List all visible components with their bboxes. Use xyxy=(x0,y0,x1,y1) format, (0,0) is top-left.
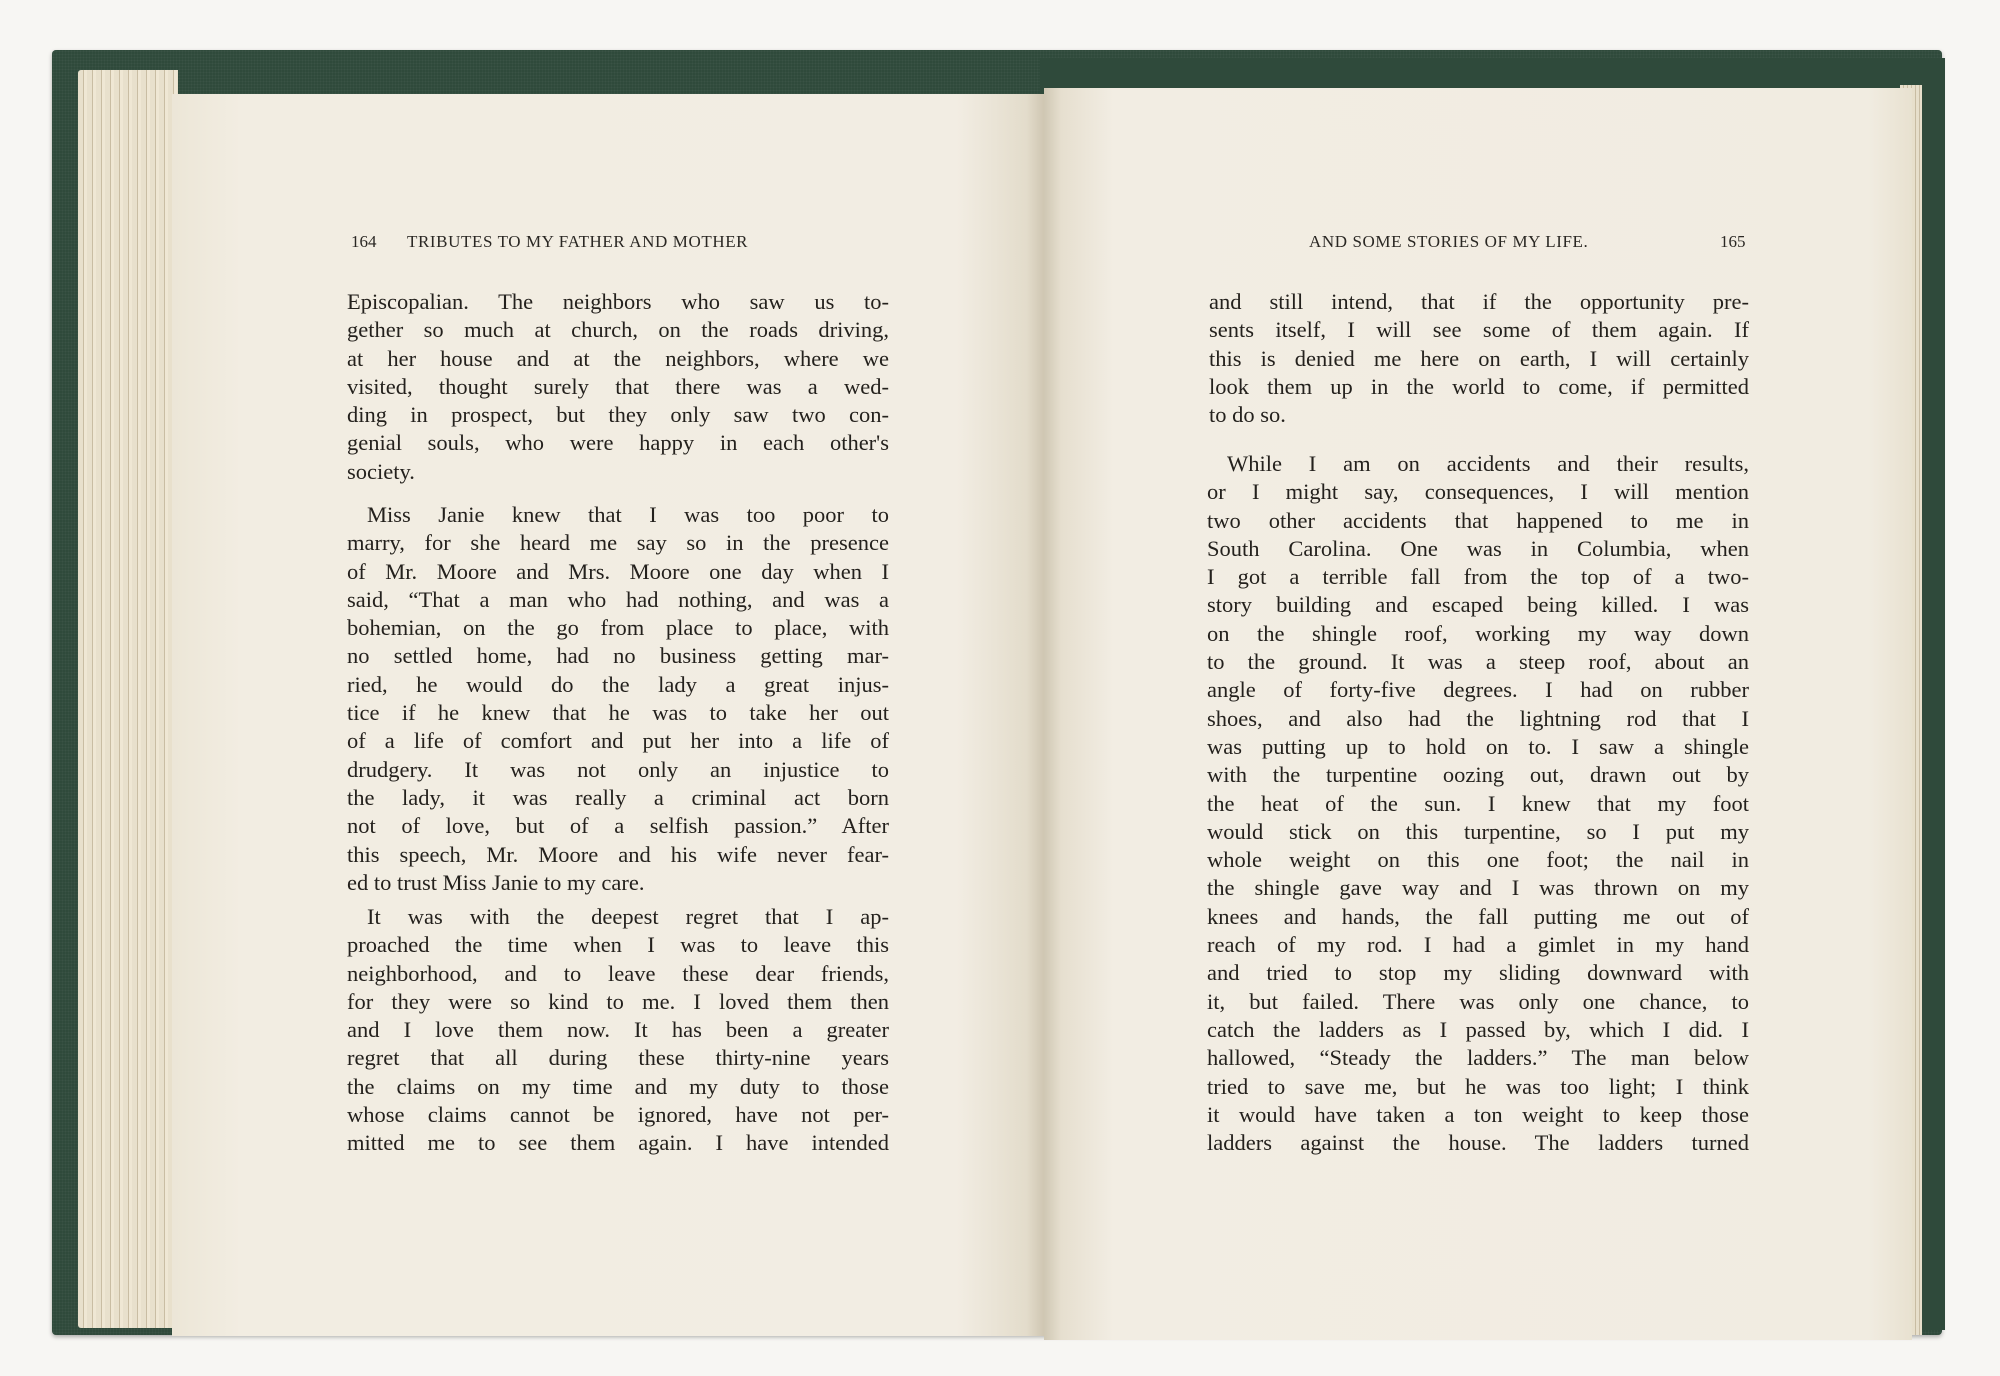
text-line: story building and escaped being killed. I was xyxy=(1207,592,1749,618)
text-line: the shingle gave way and I was thrown on my xyxy=(1207,875,1749,901)
paragraph xyxy=(347,903,889,1158)
text-line: shoes, and also had the lightning rod that I xyxy=(1207,705,1749,731)
text-line: Miss Janie knew that I was too poor to xyxy=(367,502,889,527)
text-line: and I love them now. It has been a greater xyxy=(347,1017,889,1043)
text-line: While I am on accidents and their results, xyxy=(1227,451,1749,476)
text-line: proached the time when I was to leave this xyxy=(347,932,889,958)
text-line: and still intend, that if the opportunity pre- xyxy=(1209,289,1749,314)
text-line: ding in prospect, but they only saw two con- xyxy=(347,402,889,428)
text-line: reach of my rod. I had a gimlet in my hand xyxy=(1207,932,1749,958)
text-line: and tried to stop my sliding downward with xyxy=(1207,960,1749,986)
text-line: angle of forty-five degrees. I had on rubber xyxy=(1207,677,1749,703)
text-line: catch the ladders as I passed by, which I did. I xyxy=(1207,1016,1749,1042)
text-line: South Carolina. One was in Columbia, when xyxy=(1207,535,1749,561)
text-line: not of love, but of a selfish passion.” After xyxy=(347,813,889,839)
text-line: whose claims cannot be ignored, have not per- xyxy=(347,1102,889,1128)
text-line: knees and hands, the fall putting me out of xyxy=(1207,903,1749,929)
text-line: ried, he would do the lady a great injus- xyxy=(347,671,889,697)
text-line: whole weight on this one foot; the nail in xyxy=(1207,847,1749,873)
text-line: It was with the deepest regret that I ap- xyxy=(367,904,889,929)
text-line: at her house and at the neighbors, where we xyxy=(347,345,889,371)
text-line: Episcopalian. The neighbors who saw us to- xyxy=(347,289,889,314)
text-line: the claims on my time and my duty to those xyxy=(347,1073,889,1099)
text-line: it would have taken a ton weight to keep those xyxy=(1207,1101,1749,1127)
text-line: hallowed, “Steady the ladders.” The man below xyxy=(1207,1045,1749,1071)
running-head: TRIBUTES TO MY FATHER AND MOTHER xyxy=(407,232,749,251)
paragraph xyxy=(1207,450,1749,1157)
paragraph xyxy=(1209,288,1749,429)
text-line: genial souls, who were happy in each other's xyxy=(347,430,889,456)
text-line: ed to trust Miss Janie to my care. xyxy=(347,869,645,895)
left-page xyxy=(172,94,1044,1336)
text-line: the heat of the sun. I knew that my foot xyxy=(1207,790,1749,816)
text-line: mitted me to see them again. I have intended xyxy=(347,1130,889,1156)
text-line: for they were so kind to me. I loved them then xyxy=(347,988,889,1014)
text-line: the lady, it was really a criminal act born xyxy=(347,784,889,810)
text-line: this speech, Mr. Moore and his wife never fear- xyxy=(347,841,889,867)
text-line: no settled home, had no business getting mar- xyxy=(347,643,889,669)
text-line: marry, for she heard me say so in the presence xyxy=(347,530,889,556)
text-line: would stick on this turpentine, so I put my xyxy=(1207,818,1749,844)
text-line: this is denied me here on earth, I will certainly xyxy=(1209,345,1749,371)
text-line: drudgery. It was not only an injustice to xyxy=(347,756,889,782)
running-head: AND SOME STORIES OF MY LIFE. xyxy=(1309,232,1589,251)
text-line: ladders against the house. The ladders turned xyxy=(1207,1130,1749,1156)
page-number: 165 xyxy=(1720,232,1746,251)
text-line: society. xyxy=(347,458,415,484)
page-edges-left xyxy=(78,70,178,1328)
text-line: regret that all during these thirty-nine years xyxy=(347,1045,889,1071)
text-line: on the shingle roof, working my way down xyxy=(1207,620,1749,646)
text-line: tice if he knew that he was to take her out xyxy=(347,700,889,726)
text-line: look them up in the world to come, if permitted xyxy=(1209,373,1749,399)
text-line: neighborhood, and to leave these dear friends, xyxy=(347,960,889,986)
text-line: gether so much at church, on the roads driving, xyxy=(347,317,889,343)
paragraph xyxy=(347,501,889,897)
text-line: visited, thought surely that there was a wed- xyxy=(347,373,889,399)
text-line: I got a terrible fall from the top of a two- xyxy=(1207,564,1749,590)
page-number: 164 xyxy=(351,232,377,251)
text-line: was putting up to hold on to. I saw a shingle xyxy=(1207,733,1749,759)
text-line: two other accidents that happened to me in xyxy=(1207,507,1749,533)
text-line: or I might say, consequences, I will mention xyxy=(1207,479,1749,505)
text-line: of a life of comfort and put her into a life of xyxy=(347,728,889,754)
text-line: tried to save me, but he was too light; I think xyxy=(1207,1073,1749,1099)
text-line: said, “That a man who had nothing, and was a xyxy=(347,586,889,612)
text-line: bohemian, on the go from place to place, with xyxy=(347,615,889,641)
text-line: sents itself, I will see some of them again. If xyxy=(1209,317,1749,343)
right-page xyxy=(1044,88,1912,1340)
text-line: it, but failed. There was only one chance, to xyxy=(1207,988,1749,1014)
text-line: of Mr. Moore and Mrs. Moore one day when I xyxy=(347,558,889,584)
text-line: to do so. xyxy=(1209,402,1286,428)
text-line: with the turpentine oozing out, drawn out by xyxy=(1207,762,1749,788)
text-line: to the ground. It was a steep roof, about an xyxy=(1207,649,1749,675)
paragraph xyxy=(347,288,889,486)
